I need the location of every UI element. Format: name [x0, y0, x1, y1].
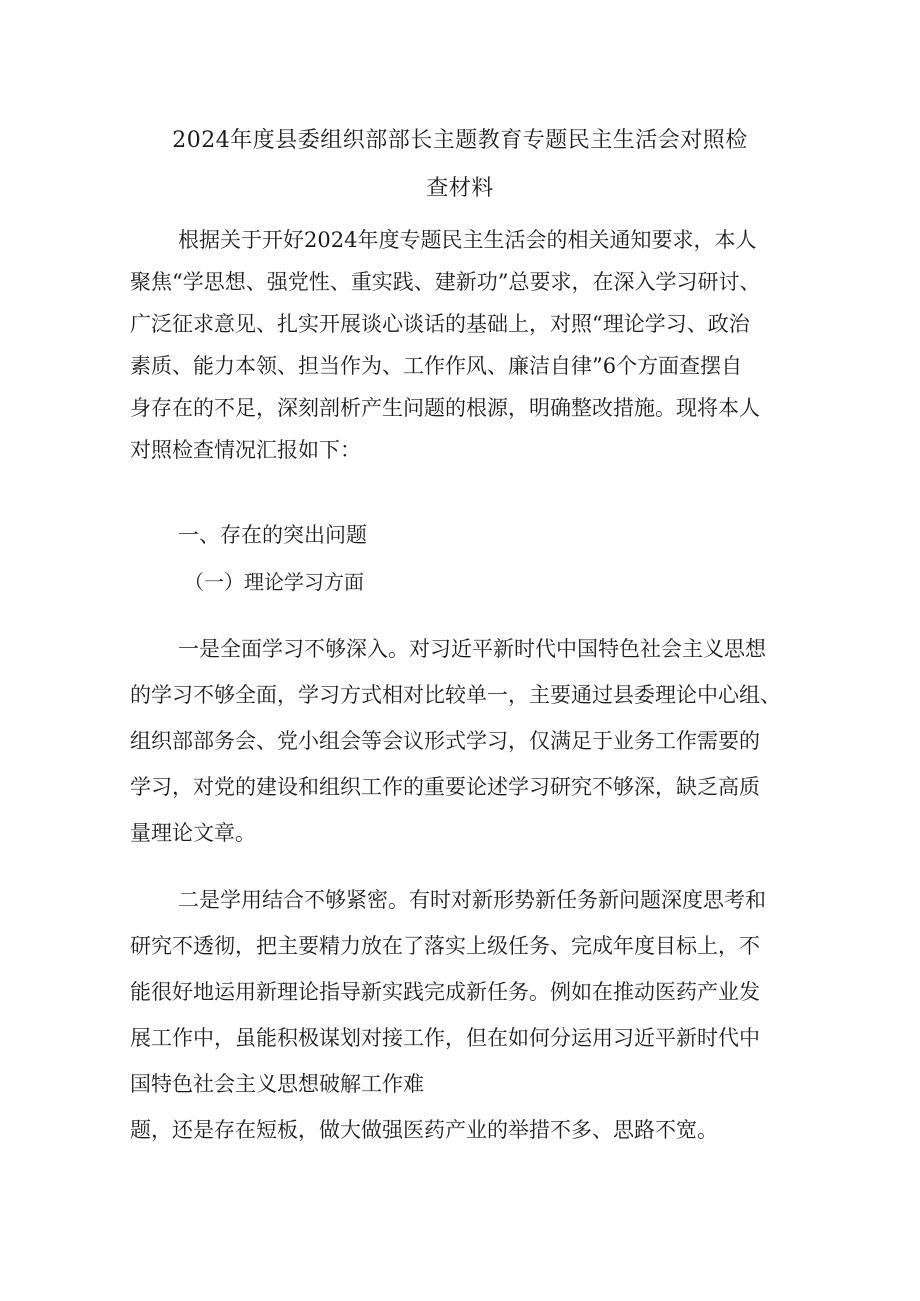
paragraph-line: 的学习不够全面，学习方式相对比较单一，主要通过县委理论中心组、 — [130, 683, 781, 707]
paragraph-line: 题，还是存在短板，做大做强医药产业的举措不多、思路不宽。 — [130, 1118, 718, 1142]
intro-line: 广泛征求意见、扎实开展谈心谈话的基础上，对照“理论学习、政治 — [130, 312, 750, 336]
paragraph-1 — [130, 626, 790, 856]
paragraph-line: 量理论文章。 — [130, 821, 256, 845]
paragraph-line: 二是学用结合不够紧密。有时对新形势新任务新问题深度思考和 — [178, 888, 766, 912]
intro-line: 聚焦“学思想、强党性、重实践、建新功”总要求，在深入学习研讨、 — [130, 270, 761, 294]
paragraph-2 — [130, 877, 790, 1153]
paragraph-line: 组织部部务会、党小组会等会议形式学习，仅满足于业务工作需要的 — [130, 729, 760, 753]
intro-line: 对照检查情况汇报如下： — [130, 438, 361, 462]
title-line-1: 2024年度县委组织部部长主题教育专题民主生活会对照检 — [172, 128, 748, 153]
paragraph-line: 学习，对党的建设和组织工作的重要论述学习研究不够深，缺乏高质 — [130, 775, 760, 799]
intro-paragraph — [130, 219, 790, 471]
paragraph-line: 研究不透彻，把主要精力放在了落实上级任务、完成年度目标上，不 — [130, 934, 760, 958]
subsection-heading: （一）理论学习方面 — [184, 570, 364, 594]
section-heading: 一、存在的突出问题 — [178, 523, 367, 547]
intro-line: 素质、能力本领、担当作为、工作作风、廉洁自律”6个方面查摆自 — [130, 354, 743, 378]
intro-line: 身存在的不足，深刻剖析产生问题的根源，明确整改措施。现将本人 — [130, 396, 760, 420]
paragraph-line: 国特色社会主义思想破解工作难 — [130, 1072, 424, 1096]
paragraph-line: 一是全面学习不够深入。对习近平新时代中国特色社会主义思想 — [178, 637, 766, 661]
intro-line: 根据关于开好2024年度专题民主生活会的相关通知要求，本人 — [178, 228, 757, 252]
paragraph-line: 能很好地运用新理论指导新实践完成新任务。例如在推动医药产业发 — [130, 980, 760, 1004]
title-line-2: 查材料 — [426, 176, 494, 201]
paragraph-line: 展工作中，虽能积极谋划对接工作，但在如何分运用习近平新时代中 — [130, 1026, 760, 1050]
